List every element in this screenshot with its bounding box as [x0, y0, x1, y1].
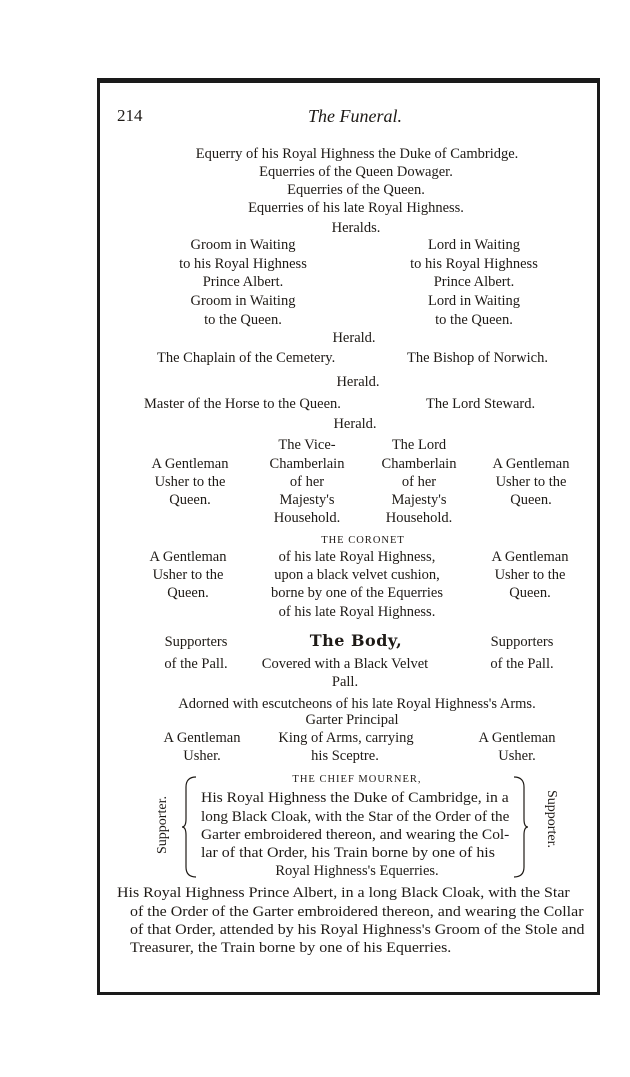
gentleman-usher-line: Usher to the: [154, 474, 226, 490]
gentleman-usher-line: Usher to the: [152, 567, 224, 583]
vice-chamberlain-line: Household.: [273, 510, 341, 526]
groom-left-line: Groom in Waiting: [190, 237, 296, 253]
supporters-pall-left-line: of the Pall.: [164, 656, 228, 672]
lord-right-line: to his Royal Highness: [410, 256, 538, 272]
gentleman-usher-line: Queen.: [169, 492, 211, 508]
gentleman-usher-line: A Gentleman: [149, 549, 227, 565]
closing-paragraph-line: His Royal Highness Prince Albert, in a long Black Cloak, with the Star: [117, 885, 570, 901]
herald-label: Herald.: [332, 330, 376, 346]
master-of-horse-text: Master of the Horse to the Queen.: [144, 396, 341, 412]
the-body-title: The Body,: [309, 631, 403, 650]
supporter-right-label: Supporter.: [544, 790, 559, 848]
gentleman-usher-line: Usher.: [498, 748, 536, 764]
garter-line: King of Arms, carrying: [278, 730, 414, 746]
coronet-heading: THE CORONET: [321, 535, 405, 546]
groom-left-line: Groom in Waiting: [190, 293, 296, 309]
herald-label: Herald.: [336, 374, 380, 390]
closing-paragraph-line: Treasurer, the Train borne by one of his Equerries.: [130, 940, 452, 956]
lord-chamberlain-line: of her: [401, 474, 437, 490]
lord-right-line: Lord in Waiting: [428, 293, 520, 309]
gentleman-usher-line: Queen.: [509, 585, 551, 601]
vice-chamberlain-line: Majesty's: [279, 492, 335, 508]
lord-chamberlain-line: Chamberlain: [381, 456, 457, 472]
garter-line: Garter Principal: [305, 712, 399, 728]
groom-left-line: to the Queen.: [204, 312, 282, 328]
mourner-last-line: Royal Highness's Equerries.: [275, 863, 439, 879]
mourner-line: long Black Cloak, with the Star of the Order of the: [201, 809, 510, 825]
coronet-line: of his late Royal Highness,: [278, 549, 436, 565]
heralds-label: Heralds.: [331, 220, 381, 236]
vice-chamberlain-line: The Vice-: [278, 437, 336, 453]
chief-mourner-heading: THE CHIEF MOURNER,: [292, 774, 422, 785]
gentleman-usher-line: A Gentleman: [491, 549, 569, 565]
mourner-line: Garter embroidered thereon, and wearing the Col-: [201, 827, 510, 843]
coronet-line: borne by one of the Equerries: [271, 585, 443, 601]
running-title: The Funeral.: [308, 106, 402, 126]
gentleman-usher-line: A Gentleman: [478, 730, 556, 746]
adorned-line: Adorned with escutcheons of his late Royal Highness's Arms.: [178, 696, 536, 712]
gentleman-usher-line: Usher to the: [495, 474, 567, 490]
vice-chamberlain-line: Chamberlain: [269, 456, 345, 472]
closing-paragraph-line: of the Order of the Garter embroidered thereon, and wearing the Collar: [130, 904, 584, 920]
lord-steward-text: The Lord Steward.: [426, 396, 536, 412]
mourner-line: lar of that Order, his Train borne by one of his: [201, 845, 495, 861]
bishop-text: The Bishop of Norwich.: [407, 350, 548, 366]
right-brace: [512, 775, 528, 880]
gentleman-usher-line: A Gentleman: [151, 456, 229, 472]
coronet-line: upon a black velvet cushion,: [274, 567, 440, 583]
groom-left-line: to his Royal Highness: [179, 256, 307, 272]
lord-right-line: Lord in Waiting: [428, 237, 520, 253]
gentleman-usher-line: Usher to the: [494, 567, 566, 583]
gentleman-usher-line: Usher.: [183, 748, 221, 764]
supporters-pall-right-line: of the Pall.: [490, 656, 554, 672]
gentleman-usher-line: Queen.: [167, 585, 209, 601]
equerry-duke-line: Equerry of his Royal Highness the Duke of Cambridge.: [195, 146, 519, 162]
mourner-line: His Royal Highness the Duke of Cambridge, in a: [201, 790, 509, 806]
gentleman-usher-line: A Gentleman: [163, 730, 241, 746]
lord-right-line: to the Queen.: [435, 312, 513, 328]
lord-chamberlain-line: Majesty's: [391, 492, 447, 508]
lord-chamberlain-line: The Lord: [391, 437, 447, 453]
coronet-line: of his late Royal Highness.: [278, 604, 436, 620]
equerries-late-highness-line: Equerries of his late Royal Highness.: [248, 200, 464, 216]
gentleman-usher-line: A Gentleman: [492, 456, 570, 472]
gentleman-usher-line: Queen.: [510, 492, 552, 508]
left-brace: [182, 775, 198, 880]
supporters-pall-left-line: Supporters: [164, 634, 228, 650]
closing-paragraph-line: of that Order, attended by his Royal Highness's Groom of the Stole and: [130, 922, 585, 938]
supporters-pall-right-line: Supporters: [490, 634, 554, 650]
herald-label: Herald.: [333, 416, 377, 432]
garter-line: his Sceptre.: [311, 748, 379, 764]
body-covered-line: Covered with a Black Velvet: [261, 656, 429, 672]
groom-left-line: Prince Albert.: [202, 274, 284, 290]
equerries-queen-line: Equerries of the Queen.: [287, 182, 425, 198]
supporter-left-label: Supporter.: [155, 796, 170, 854]
chaplain-text: The Chaplain of the Cemetery.: [157, 350, 336, 366]
lord-chamberlain-line: Household.: [385, 510, 453, 526]
vice-chamberlain-line: of her: [289, 474, 325, 490]
body-covered-line: Pall.: [331, 674, 359, 690]
lord-right-line: Prince Albert.: [433, 274, 515, 290]
page-number: 214: [117, 106, 143, 125]
equerries-queen-dowager-line: Equerries of the Queen Dowager.: [259, 164, 453, 180]
